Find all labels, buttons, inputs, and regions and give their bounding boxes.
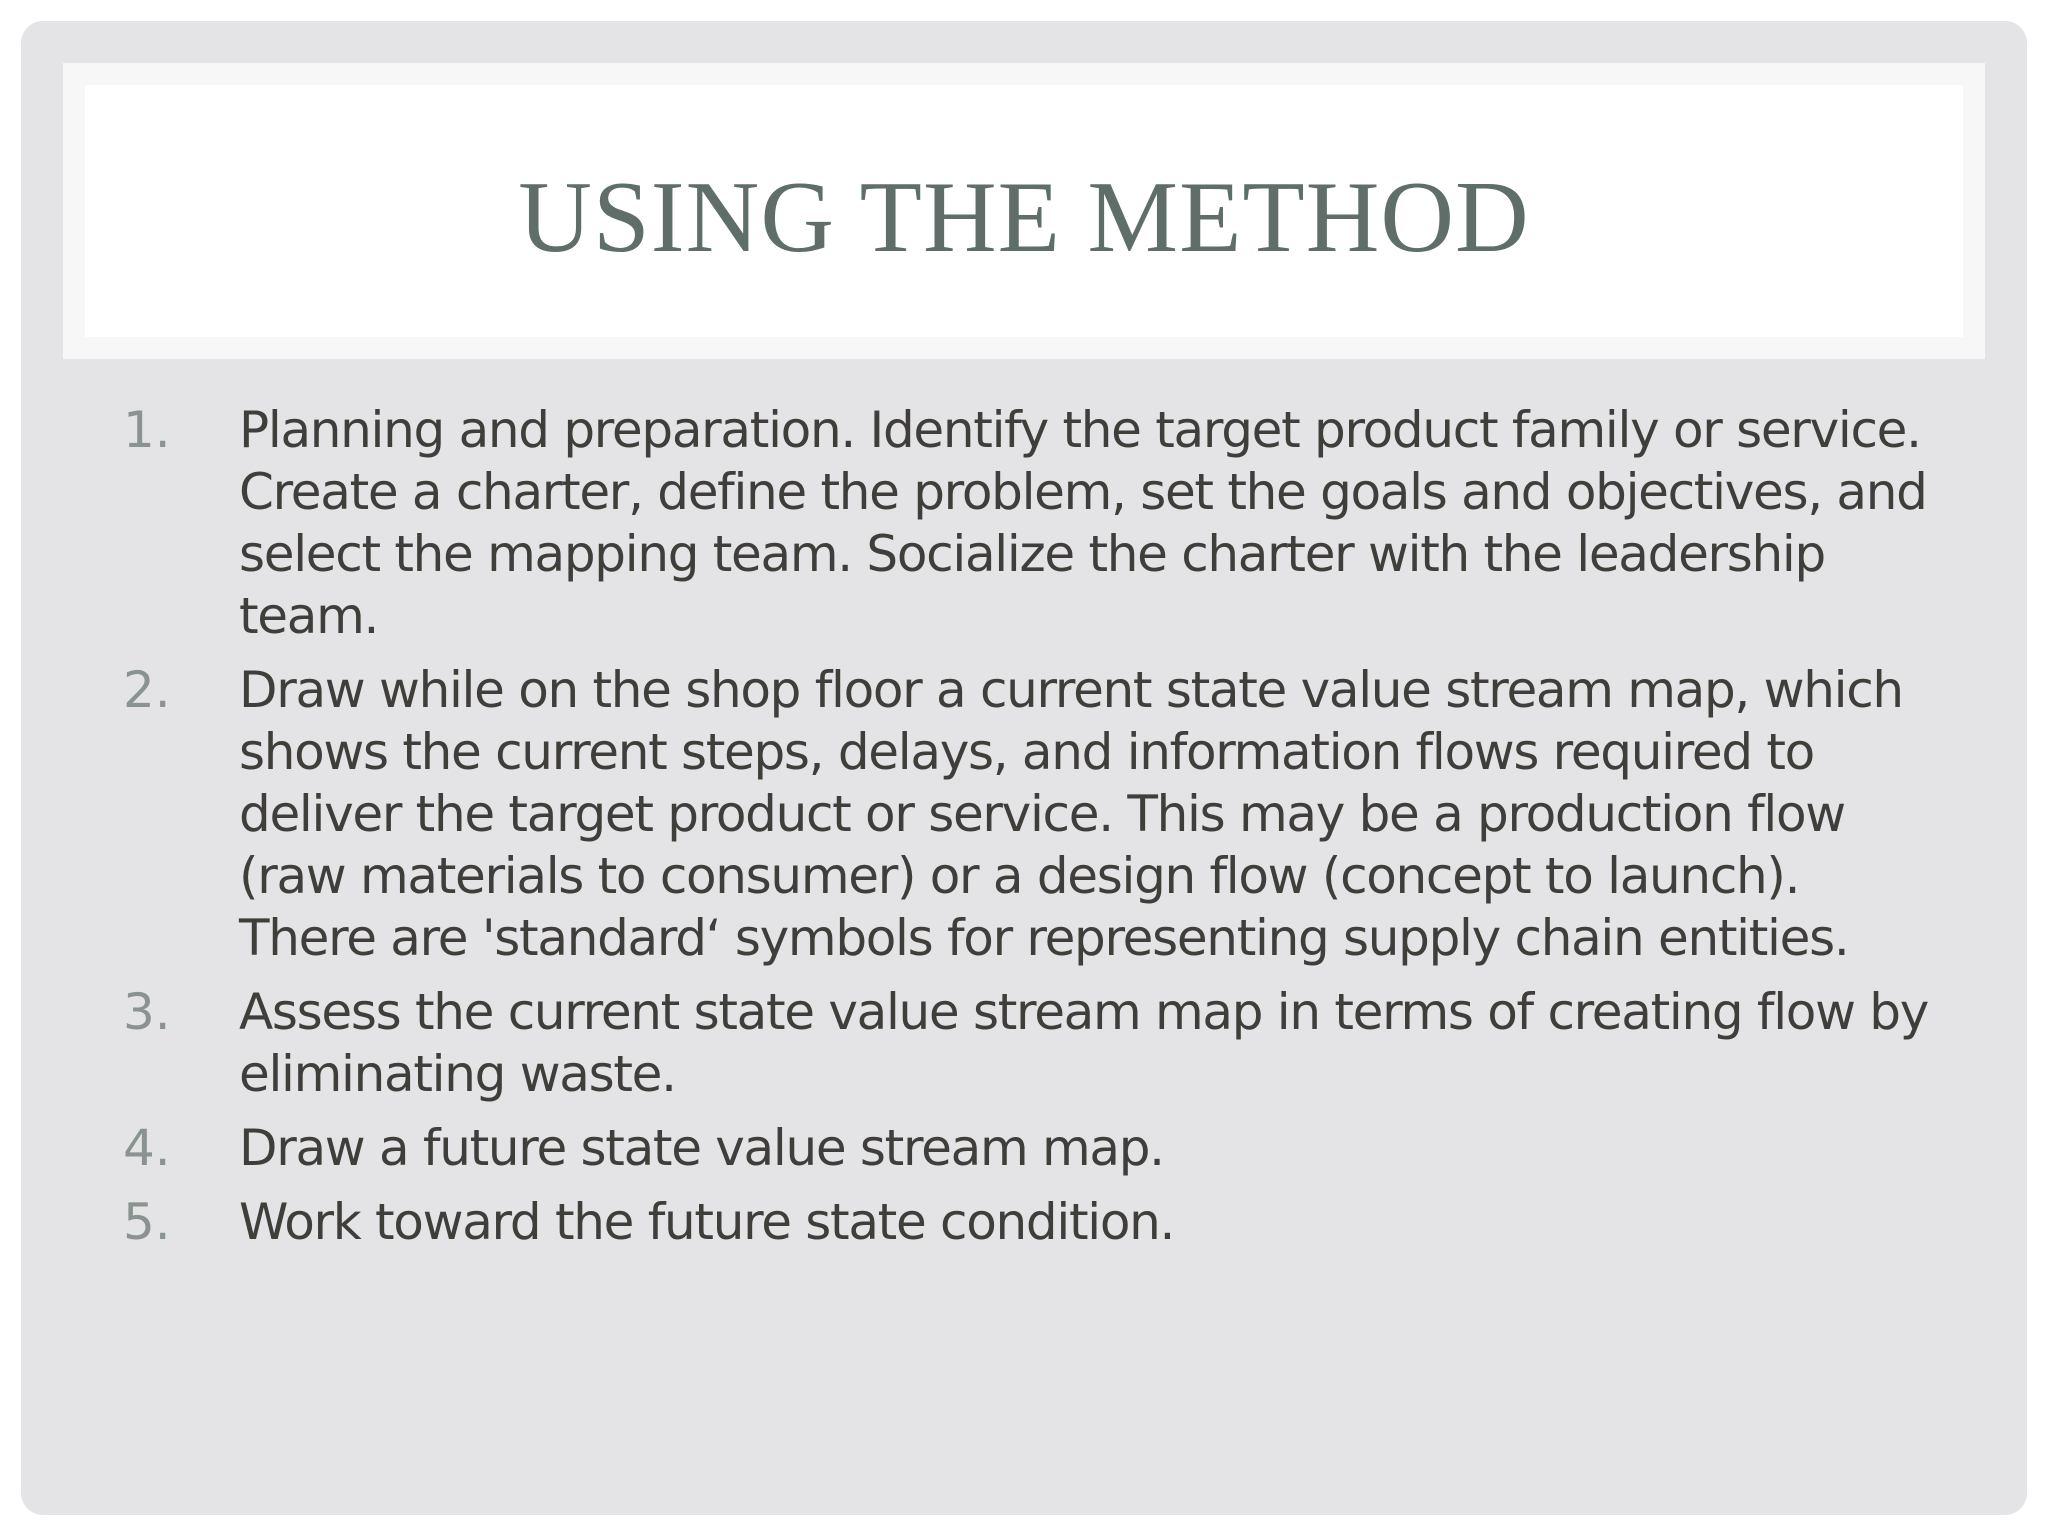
step-text: Planning and preparation. Identify the target product family or service. Create a charter, define the problem, set the goals and objectives, and select the mapping team. Socialize the charter with the leadership team. — [239, 401, 1927, 645]
step-number: 3. — [123, 983, 171, 1041]
step-number: 2. — [123, 661, 171, 719]
step-number: 4. — [123, 1119, 171, 1177]
steps-list — [21, 399, 2027, 1265]
step-number: 5. — [123, 1193, 171, 1251]
slide-title: USING THE METHOD — [518, 161, 1530, 274]
list-item — [21, 1117, 2027, 1179]
title-box — [85, 85, 1963, 337]
list-item — [21, 659, 2027, 969]
step-text: Draw while on the shop floor a current state value stream map, which shows the current steps, delays, and information flows required to deliver the target product or service. This may be a production flow (raw materials to consumer) or a design flow (concept to launch). There are 'standard‘ symbols for representing supply chain entities. — [239, 661, 1903, 967]
list-item — [21, 981, 2027, 1105]
step-number: 1. — [123, 401, 171, 459]
list-item — [21, 399, 2027, 647]
step-text: Assess the current state value stream map in terms of creating flow by eliminating waste. — [239, 983, 1929, 1103]
list-item — [21, 1191, 2027, 1253]
slide — [21, 21, 2027, 1515]
step-text: Draw a future state value stream map. — [239, 1119, 1164, 1177]
step-text: Work toward the future state condition. — [239, 1193, 1175, 1251]
